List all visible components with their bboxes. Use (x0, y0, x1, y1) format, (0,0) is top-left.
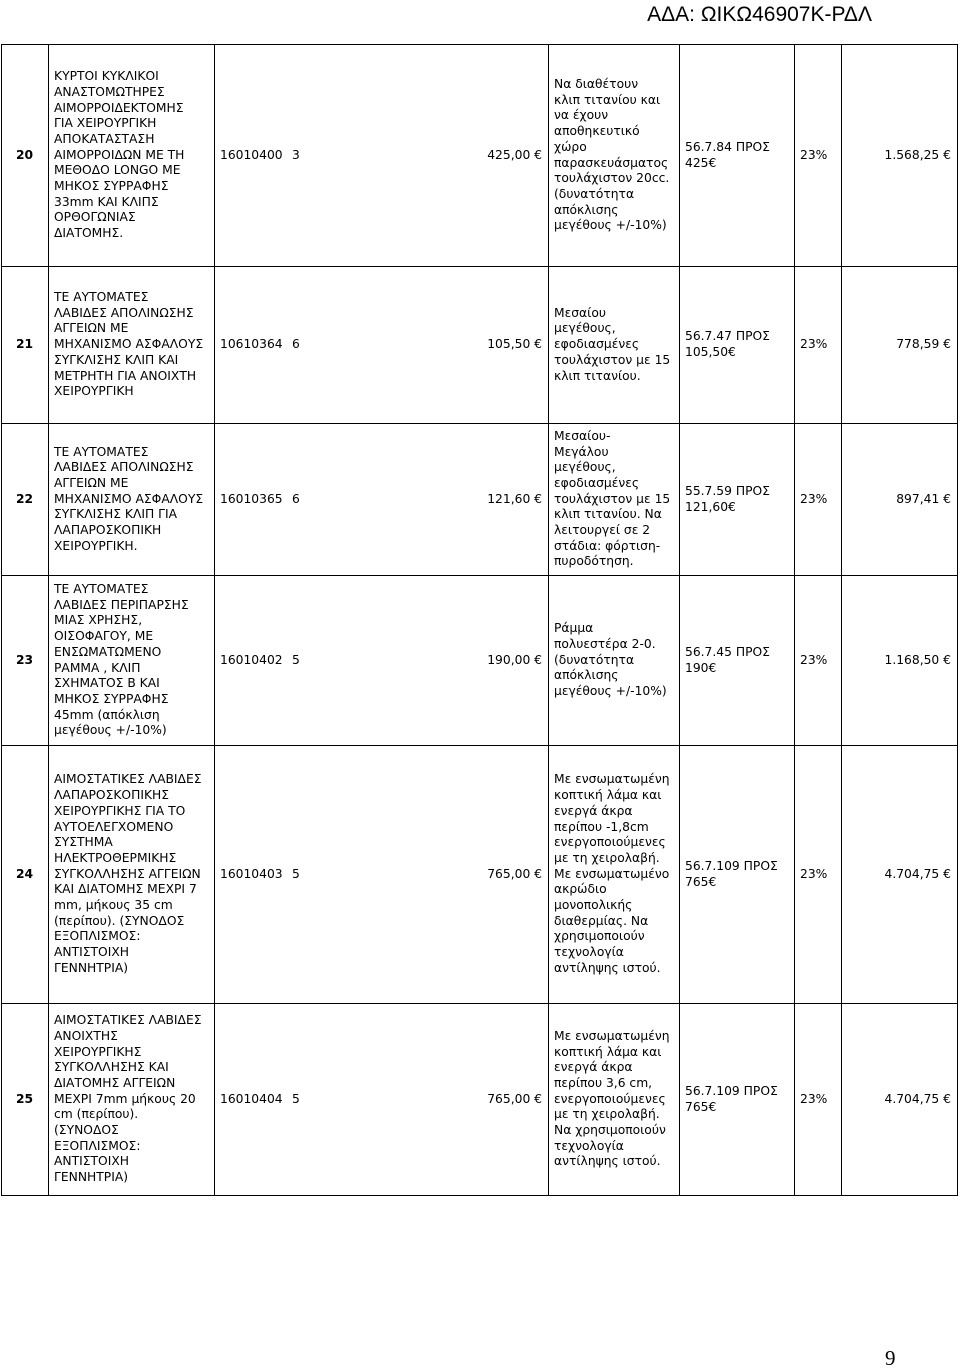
item-code: 16010400 (220, 147, 283, 162)
item-unit-price: 765,00 € (487, 866, 542, 881)
item-description: ΤΕ ΑΥΤΟΜΑΤΕΣ ΛΑΒΙΔΕΣ ΑΠΟΛΙΝΩΣΗΣ ΑΓΓΕΙΩΝ ΜΕ ΜΗΧΑΝΙΣΜΟ ΑΣΦΑΛΟΥΣ ΣΥΓΚΛΙΣΗΣ ΚΛΙΠ ΚΑΙ ΜΕΤΡΗΤΗ ΓΙΑ ΑΝΟΙΧΤΗ ΧΕΙΡΟΥΡΓΙΚΗ (49, 267, 215, 424)
item-vat: 23% (795, 576, 842, 746)
item-code: 16010402 (220, 652, 283, 667)
item-unit-price: 105,50 € (487, 337, 542, 352)
item-quantity: 5 (292, 1091, 300, 1106)
item-code-cell (215, 746, 549, 1004)
table-row (2, 1004, 958, 1196)
item-description: ΑΙΜΟΣΤΑΤΙΚΕΣ ΛΑΒΙΔΕΣ ΑΝΟΙΧΤΗΣ ΧΕΙΡΟΥΡΓΙΚΗΣ ΣΥΓΚΟΛΛΗΣΗΣ ΚΑΙ ΔΙΑΤΟΜΗΣ ΑΓΓΕΙΩΝ ΜΕΧΡΙ 7mm μήκους 20 cm (περίπου). (ΣΥΝΟΔΟΣ ΕΞΟΠΛΙΣΜΟΣ: ΑΝΤΙΣΤΟΙΧΗ ΓΕΝΝΗΤΡΙΑ) (49, 1004, 215, 1196)
items-table (1, 44, 958, 1196)
item-code: 10610364 (220, 337, 283, 352)
item-unit-price: 425,00 € (487, 147, 542, 162)
item-quantity: 3 (292, 147, 300, 162)
item-quantity: 5 (292, 652, 300, 667)
item-code: 16010404 (220, 1091, 283, 1106)
item-total: 897,41 € (842, 424, 958, 576)
table-row (2, 424, 958, 576)
item-specification: Ράμμα πολυεστέρα 2-0. (δυνατότητα απόκλισης μεγέθους +/-10%) (549, 576, 680, 746)
item-code-cell (215, 424, 549, 576)
item-unit-price: 190,00 € (487, 652, 542, 667)
item-vat: 23% (795, 746, 842, 1004)
item-code: 16010365 (220, 491, 283, 506)
item-description: ΤΕ ΑΥΤΟΜΑΤΕΣ ΛΑΒΙΔΕΣ ΠΕΡΙΠΑΡΣΗΣ ΜΙΑΣ ΧΡΗΣΗΣ, ΟΙΣΟΦΑΓΟΥ, ΜΕ ΕΝΣΩΜΑΤΩΜΕΝΟ ΡΑΜΜΑ , ΚΛΙΠ ΣΧΗΜΑΤΟΣ Β ΚΑΙ ΜΗΚΟΣ ΣΥΡΡΑΦΗΣ 45mm (απόκλιση μεγέθους +/-10%) (49, 576, 215, 746)
item-vat: 23% (795, 267, 842, 424)
item-specification: Με ενσωματωμένη κοπτική λάμα και ενεργά άκρα περίπου 3,6 cm, ενεργοποιούμενες με τη χειρολαβή. Να χρησιμοποιούν τεχνολογία αντίληψης ιστού. (549, 1004, 680, 1196)
item-total: 1.168,50 € (842, 576, 958, 746)
item-unit-price: 765,00 € (487, 1091, 542, 1106)
table-row (2, 576, 958, 746)
item-specification: Να διαθέτουν κλιπ τιτανίου και να έχουν αποθηκευτικό χώρο παρασκευάσματος τουλάχιστον 20cc. (δυνατότητα απόκλισης μεγέθους +/-10%) (549, 45, 680, 267)
item-specification: Με ενσωματωμένη κοπτική λάμα και ενεργά άκρα περίπου -1,8cm ενεργοποιούμενες με τη χειρολαβή. Με ενσωματωμένο ακρώδιο μονοπολικής διαθερμίας. Να χρησιμοποιούν τεχνολογία αντίληψης ιστού. (549, 746, 680, 1004)
table-row (2, 45, 958, 267)
item-code-cell (215, 267, 549, 424)
item-reference: 56.7.45 ΠΡΟΣ 190€ (680, 576, 795, 746)
item-number: 25 (2, 1004, 49, 1196)
item-number: 23 (2, 576, 49, 746)
item-code: 16010403 (220, 866, 283, 881)
item-code-cell (215, 1004, 549, 1196)
item-number: 21 (2, 267, 49, 424)
item-unit-price: 121,60 € (487, 491, 542, 506)
item-code-cell (215, 45, 549, 267)
item-quantity: 6 (292, 491, 300, 506)
item-total: 4.704,75 € (842, 1004, 958, 1196)
item-reference: 56.7.47 ΠΡΟΣ 105,50€ (680, 267, 795, 424)
item-code-cell (215, 576, 549, 746)
item-total: 4.704,75 € (842, 746, 958, 1004)
item-quantity: 5 (292, 866, 300, 881)
item-number: 20 (2, 45, 49, 267)
item-total: 778,59 € (842, 267, 958, 424)
item-description: ΤΕ ΑΥΤΟΜΑΤΕΣ ΛΑΒΙΔΕΣ ΑΠΟΛΙΝΩΣΗΣ ΑΓΓΕΙΩΝ ΜΕ ΜΗΧΑΝΙΣΜΟ ΑΣΦΑΛΟΥΣ ΣΥΓΚΛΙΣΗΣ ΚΛΙΠ ΓΙΑ ΛΑΠΑΡΟΣΚΟΠΙΚΗ ΧΕΙΡΟΥΡΓΙΚΗ. (49, 424, 215, 576)
item-vat: 23% (795, 424, 842, 576)
table-row (2, 746, 958, 1004)
table-row (2, 267, 958, 424)
item-vat: 23% (795, 45, 842, 267)
item-reference: 56.7.109 ΠΡΟΣ 765€ (680, 746, 795, 1004)
item-total: 1.568,25 € (842, 45, 958, 267)
item-number: 24 (2, 746, 49, 1004)
item-reference: 56.7.84 ΠΡΟΣ 425€ (680, 45, 795, 267)
item-description: ΚΥΡΤΟΙ ΚΥΚΛΙΚΟΙ ΑΝΑΣΤΟΜΩΤΗΡΕΣ ΑΙΜΟΡΡΟΙΔΕΚΤΟΜΗΣ ΓΙΑ ΧΕΙΡΟΥΡΓΙΚΗ ΑΠΟΚΑΤΑΣΤΑΣΗ ΑΙΜΟΡΡΟΙΔΩΝ ΜΕ ΤΗ ΜΕΘΟΔΟ LONGO ΜΕ ΜΗΚΟΣ ΣΥΡΡΑΦΗΣ 33mm ΚΑΙ ΚΛΙΠΣ ΟΡΘΟΓΩΝΙΑΣ ΔΙΑΤΟΜΗΣ. (49, 45, 215, 267)
page-number: 9 (885, 1346, 896, 1370)
item-vat: 23% (795, 1004, 842, 1196)
item-specification: Μεσαίου μεγέθους, εφοδιασμένες τουλάχιστον με 15 κλιπ τιτανίου. (549, 267, 680, 424)
item-reference: 56.7.109 ΠΡΟΣ 765€ (680, 1004, 795, 1196)
item-specification: Μεσαίου- Μεγάλου μεγέθους, εφοδιασμένες τουλάχιστον με 15 κλιπ τιτανίου. Να λειτουργεί σε 2 στάδια: φόρτιση- πυροδότηση. (549, 424, 680, 576)
ada-header: ΑΔΑ: ΩΙΚΩ46907Κ-ΡΔΛ (647, 3, 872, 26)
item-description: ΑΙΜΟΣΤΑΤΙΚΕΣ ΛΑΒΙΔΕΣ ΛΑΠΑΡΟΣΚΟΠΙΚΗΣ ΧΕΙΡΟΥΡΓΙΚΗΣ ΓΙΑ ΤΟ ΑΥΤΟΕΛΕΓΧΟΜΕΝΟ ΣΥΣΤΗΜΑ ΗΛΕΚΤΡΟΘΕΡΜΙΚΗΣ ΣΥΓΚΟΛΛΗΣΗΣ ΑΓΓΕΙΩΝ ΚΑΙ ΔΙΑΤΟΜΗΣ ΜΕΧΡΙ 7 mm, μήκους 35 cm (περίπου). (ΣΥΝΟΔΟΣ ΕΞΟΠΛΙΣΜΟΣ: ΑΝΤΙΣΤΟΙΧΗ ΓΕΝΝΗΤΡΙΑ) (49, 746, 215, 1004)
item-quantity: 6 (292, 337, 300, 352)
item-number: 22 (2, 424, 49, 576)
item-reference: 55.7.59 ΠΡΟΣ 121,60€ (680, 424, 795, 576)
